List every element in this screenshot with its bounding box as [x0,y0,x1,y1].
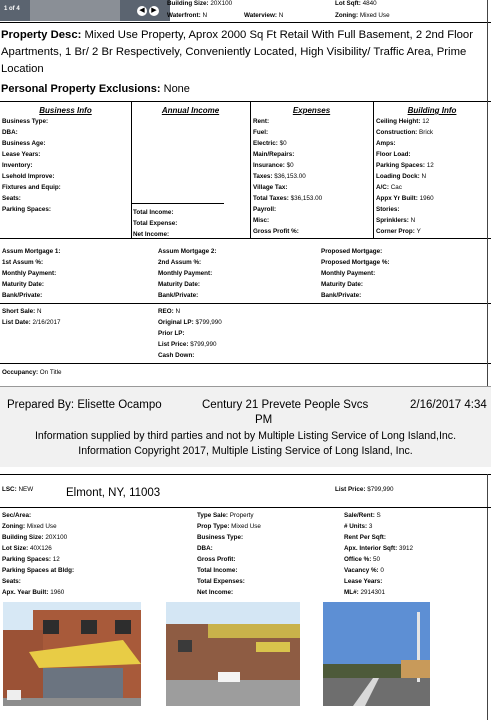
proposed-mortgage-pct-label: Proposed Mortgage %: [321,259,390,266]
maturity-date-1-label: Maturity Date: [2,281,44,288]
exclusions-label: Personal Property Exclusions: [1,83,161,95]
business-info-header: Business Info [39,106,92,115]
assum-mortgage-1-label: Assum Mortgage 1: [2,248,61,255]
property-photo-1[interactable] [3,602,141,706]
photo-counter: 1 of 4 [4,6,20,12]
short-sale-field: Short Sale: N [2,308,42,315]
dba-field: DBA: [2,129,18,136]
listing-total-income-field: Total Income: [197,567,238,574]
ac-field: A/C: Cac [376,184,402,191]
units-field: # Units: 3 [344,523,373,530]
property-desc-text: Mixed Use Property, Aprox 2000 Sq Ft Retail With Full Basement, 2 2nd Floor Apartments, 1 Br/ 2 Br Respectively, Conveniently Located, High Visibility/ Traffic Area, Prime Location [1,29,473,75]
listing-gross-profit-field: Gross Profit: [197,556,236,563]
seats-field: Seats: [2,195,21,202]
net-income-label: Net Income: [133,231,170,238]
waterfront-value: N [202,12,208,19]
assum-mortgage-2-label: Assum Mortgage 2: [158,248,217,255]
maturity-date-3-label: Maturity Date: [321,281,363,288]
zoning-value: Mixed Use [359,12,390,19]
inventory-field: Inventory: [2,162,33,169]
lot-size-field: Lot Size: 40X126 [2,545,52,552]
prop-type-field: Prop Type: Mixed Use [197,523,261,530]
property-description [1,27,487,78]
office-pct-field: Office %: 50 [344,556,381,563]
prev-photo-button[interactable]: ◀ [137,6,147,16]
report-page-2 [0,474,491,720]
lsc-field: LSC: NEW [2,486,34,493]
apx-year-built-field: Apx. Year Built: 1960 [2,589,65,596]
misc-field: Misc: [253,217,270,224]
proposed-mortgage-label: Proposed Mortgage: [321,248,383,255]
building-rear-image [166,602,300,706]
building-parking-spaces-field: Parking Spaces: 12 [376,162,434,169]
annual-income-list [133,207,177,240]
property-desc-label: Property Desc: [1,29,82,41]
expenses-list [253,116,322,237]
waterfront-label: Waterfront: [167,12,201,19]
sale-col-2 [158,306,222,361]
corner-prop-field: Corner Prop: Y [376,228,421,235]
vacancy-pct-field: Vacancy %: 0 [344,567,384,574]
sale-col-1 [2,306,60,328]
payroll-field: Payroll: [253,206,277,213]
print-datetime: 2/16/2017 4:34 [410,399,487,411]
listing-price-field: List Price: $799,990 [335,486,394,493]
maturity-date-2-label: Maturity Date: [158,281,200,288]
main-repairs-field: Main/Repairs: [253,151,295,158]
listing-col-3 [344,510,413,598]
rent-per-sqft-field: Rent Per Sqft: [344,534,386,541]
office-name: Century 21 Prevete People Svcs [202,399,369,411]
first-assum-label: 1st Assum %: [2,259,44,266]
cash-down-field: Cash Down: [158,352,195,359]
listing-business-type-field: Business Type: [197,534,244,541]
lot-sqft-label: Lot Sqft: [335,0,361,7]
personal-property-exclusions [1,83,190,95]
building-info-list [376,116,434,237]
construction-field: Construction: Brick [376,129,434,136]
lot-sqft-value: 4840 [362,0,377,7]
business-age-field: Business Age: [2,140,46,147]
mortgage-col-3 [321,246,390,301]
mortgage-col-1 [2,246,60,301]
listing-col-2 [197,510,261,598]
mls-number-field: ML#: 2914301 [344,589,385,596]
stories-field: Stories: [376,206,400,213]
monthly-payment-3-label: Monthly Payment: [321,270,376,277]
bank-private-2-label: Bank/Private: [158,292,199,299]
waterview-value: N [278,12,284,19]
property-photo-3[interactable] [323,602,430,706]
waterview-label: Waterview: [244,12,278,19]
disclaimer-line-2: Information Copyright 2017, Multiple Listing Service of Long Island, Inc. [78,445,413,457]
sec-area-field: Sec/Area: [2,512,32,519]
print-datetime-ampm: PM [255,414,273,426]
sprinklers-field: Sprinklers: N [376,217,416,224]
village-tax-field: Village Tax: [253,184,288,191]
taxes-field: Taxes: $36,153.00 [253,173,306,180]
listing-net-income-field: Net Income: [197,589,234,596]
bank-private-3-label: Bank/Private: [321,292,362,299]
ceiling-height-field: Ceiling Height: 12 [376,118,430,125]
listing-building-size-field: Building Size: 20X100 [2,534,68,541]
gross-profit-field: Gross Profit %: [253,228,299,235]
lease-years-field: Lease Years: [2,151,41,158]
electric-field: Electric: $0 [253,140,287,147]
monthly-payment-1-label: Monthly Payment: [2,270,57,277]
building-info-header: Building Info [407,106,457,115]
expenses-header: Expenses [292,106,331,115]
listing-total-expenses-field: Total Expenses: [197,578,245,585]
property-photo-2[interactable] [166,602,300,706]
interior-sqft-field: Apx. Interior Sqft: 3912 [344,545,413,552]
amps-field: Amps: [376,140,396,147]
listing-parking-field: Parking Spaces: 12 [2,556,60,563]
total-income-label: Total Income: [133,209,174,216]
listing-dba-field: DBA: [197,545,213,552]
floor-load-field: Floor Load: [376,151,411,158]
next-photo-button[interactable]: ▶ [149,6,159,16]
leasehold-improve-field: Lsehold Improve: [2,173,55,180]
street-view-image [323,602,430,706]
building-size-label: Building Size: [167,0,209,7]
parking-at-bldg-field: Parking Spaces at Bldg: [2,567,75,574]
total-taxes-field: Total Taxes: $36,153.00 [253,195,323,202]
insurance-field: Insurance: $0 [253,162,294,169]
monthly-payment-2-label: Monthly Payment: [158,270,213,277]
bank-private-1-label: Bank/Private: [2,292,43,299]
disclaimer-line-1: Information supplied by third parties and not by Multiple Listing Service of Long Island,Inc. [34,430,457,442]
fuel-field: Fuel: [253,129,269,136]
business-type-field: Business Type: [2,118,49,125]
original-lp-field: Original LP: $799,990 [158,319,222,326]
second-assum-label: 2nd Assum %: [158,259,202,266]
loading-dock-field: Loading Dock: N [376,173,427,180]
prior-lp-field: Prior LP: [158,330,185,337]
building-size-value: 20X100 [210,0,233,7]
mortgage-col-2 [158,246,216,301]
year-built-field: Appx Yr Built: 1960 [376,195,434,202]
occupancy-field: Occupancy: On Title [2,369,62,376]
listing-col-1 [2,510,74,598]
prepared-by: Prepared By: Elisette Ocampo [7,399,162,411]
zoning-label: Zoning: [335,12,359,19]
fixtures-equip-field: Fixtures and Equip: [2,184,61,191]
business-info-list [2,116,61,215]
sale-rent-field: Sale/Rent: S [344,512,381,519]
listing-seats-field: Seats: [2,578,21,585]
listing-location: Elmont, NY, 11003 [66,487,161,499]
reo-field: REO: N [158,308,181,315]
lease-years-field-2: Lease Years: [344,578,383,585]
list-date-field: List Date: 2/16/2017 [2,319,61,326]
annual-income-header: Annual Income [161,106,220,115]
report-footer [0,387,491,467]
total-expense-label: Total Expense: [133,220,178,227]
exclusions-value: None [163,83,190,95]
list-price-field: List Price: $799,990 [158,341,217,348]
photo-strip [0,0,170,21]
type-sale-field: Type Sale: Property [197,512,254,519]
parking-spaces-field: Parking Spaces: [2,206,51,213]
listing-zoning-field: Zoning: Mixed Use [2,523,57,530]
storefront-image [3,602,141,706]
rent-field: Rent: [253,118,270,125]
